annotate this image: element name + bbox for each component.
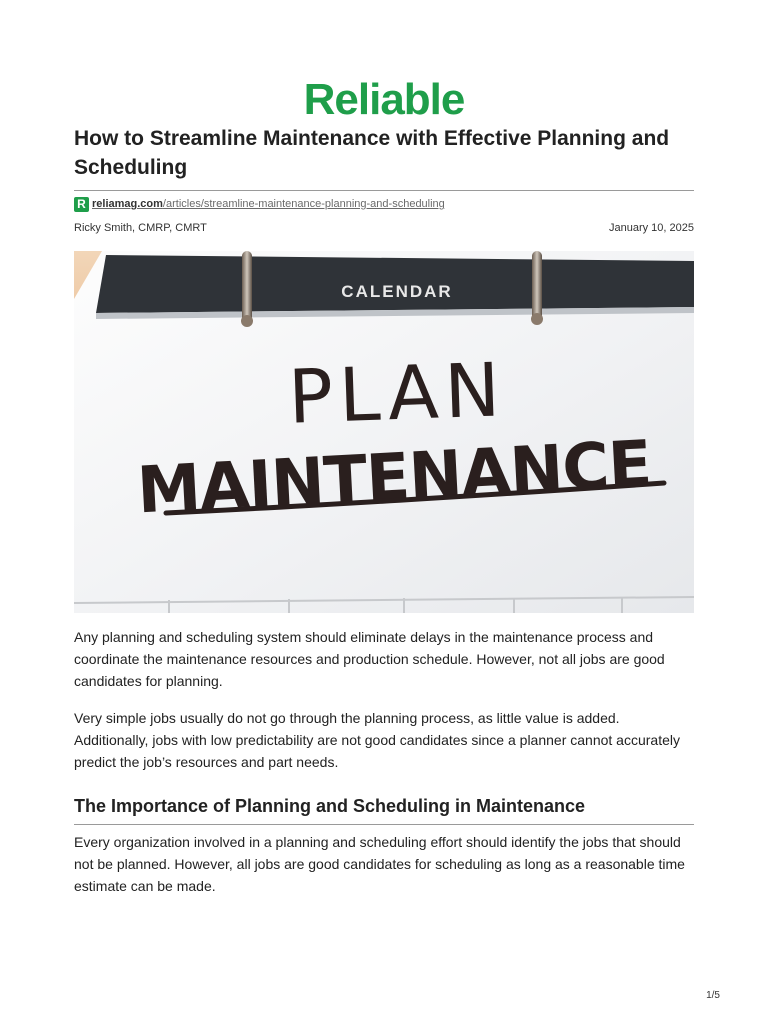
body-paragraph: Every organization involved in a planning and scheduling effort should identify the jobs that should not be planned. However, all jobs are good candidates for scheduling as long as a reasonable time estimate can be made. bbox=[74, 834, 685, 894]
brand-logo bbox=[74, 72, 694, 122]
author: Ricky Smith, CMRP, CMRT bbox=[74, 222, 207, 234]
body-paragraph: Very simple jobs usually do not go through the planning process, as little value is added. Additionally, jobs with low predictability are not good candidates since a planner cannot accurately predict the job’s resources and part needs. bbox=[74, 710, 680, 770]
title-divider bbox=[74, 190, 694, 191]
site-favicon-icon: R bbox=[74, 197, 89, 212]
calendar-label: CALENDAR bbox=[341, 282, 453, 301]
publish-date: January 10, 2025 bbox=[608, 222, 694, 234]
source-path[interactable]: /articles/streamline-maintenance-planning-and-scheduling bbox=[162, 198, 445, 210]
source-url[interactable] bbox=[92, 198, 445, 210]
binder-ring-icon bbox=[242, 251, 252, 323]
source-link[interactable] bbox=[74, 196, 445, 212]
plan-text: PLAN bbox=[286, 347, 508, 441]
source-domain[interactable]: reliamag.com bbox=[92, 198, 163, 210]
hero-image bbox=[74, 251, 694, 613]
calendar-photo bbox=[74, 251, 694, 613]
logo-text: Reliable bbox=[303, 75, 465, 122]
section-divider bbox=[74, 824, 694, 825]
binder-ring-icon bbox=[532, 251, 542, 321]
reliable-logo-icon bbox=[264, 72, 504, 122]
article-title: How to Streamline Maintenance with Effective Planning and Scheduling bbox=[74, 127, 670, 179]
body-paragraph: Any planning and scheduling system should eliminate delays in the maintenance process and coordinate the maintenance resources and production schedule. However, not all jobs are good candidates for planning. bbox=[74, 629, 665, 689]
page-number: 1/5 bbox=[706, 990, 720, 1001]
maintenance-text: MAINTENANCE bbox=[135, 427, 653, 529]
article-meta bbox=[74, 222, 694, 234]
section-heading: The Importance of Planning and Scheduling in Maintenance bbox=[74, 796, 586, 816]
